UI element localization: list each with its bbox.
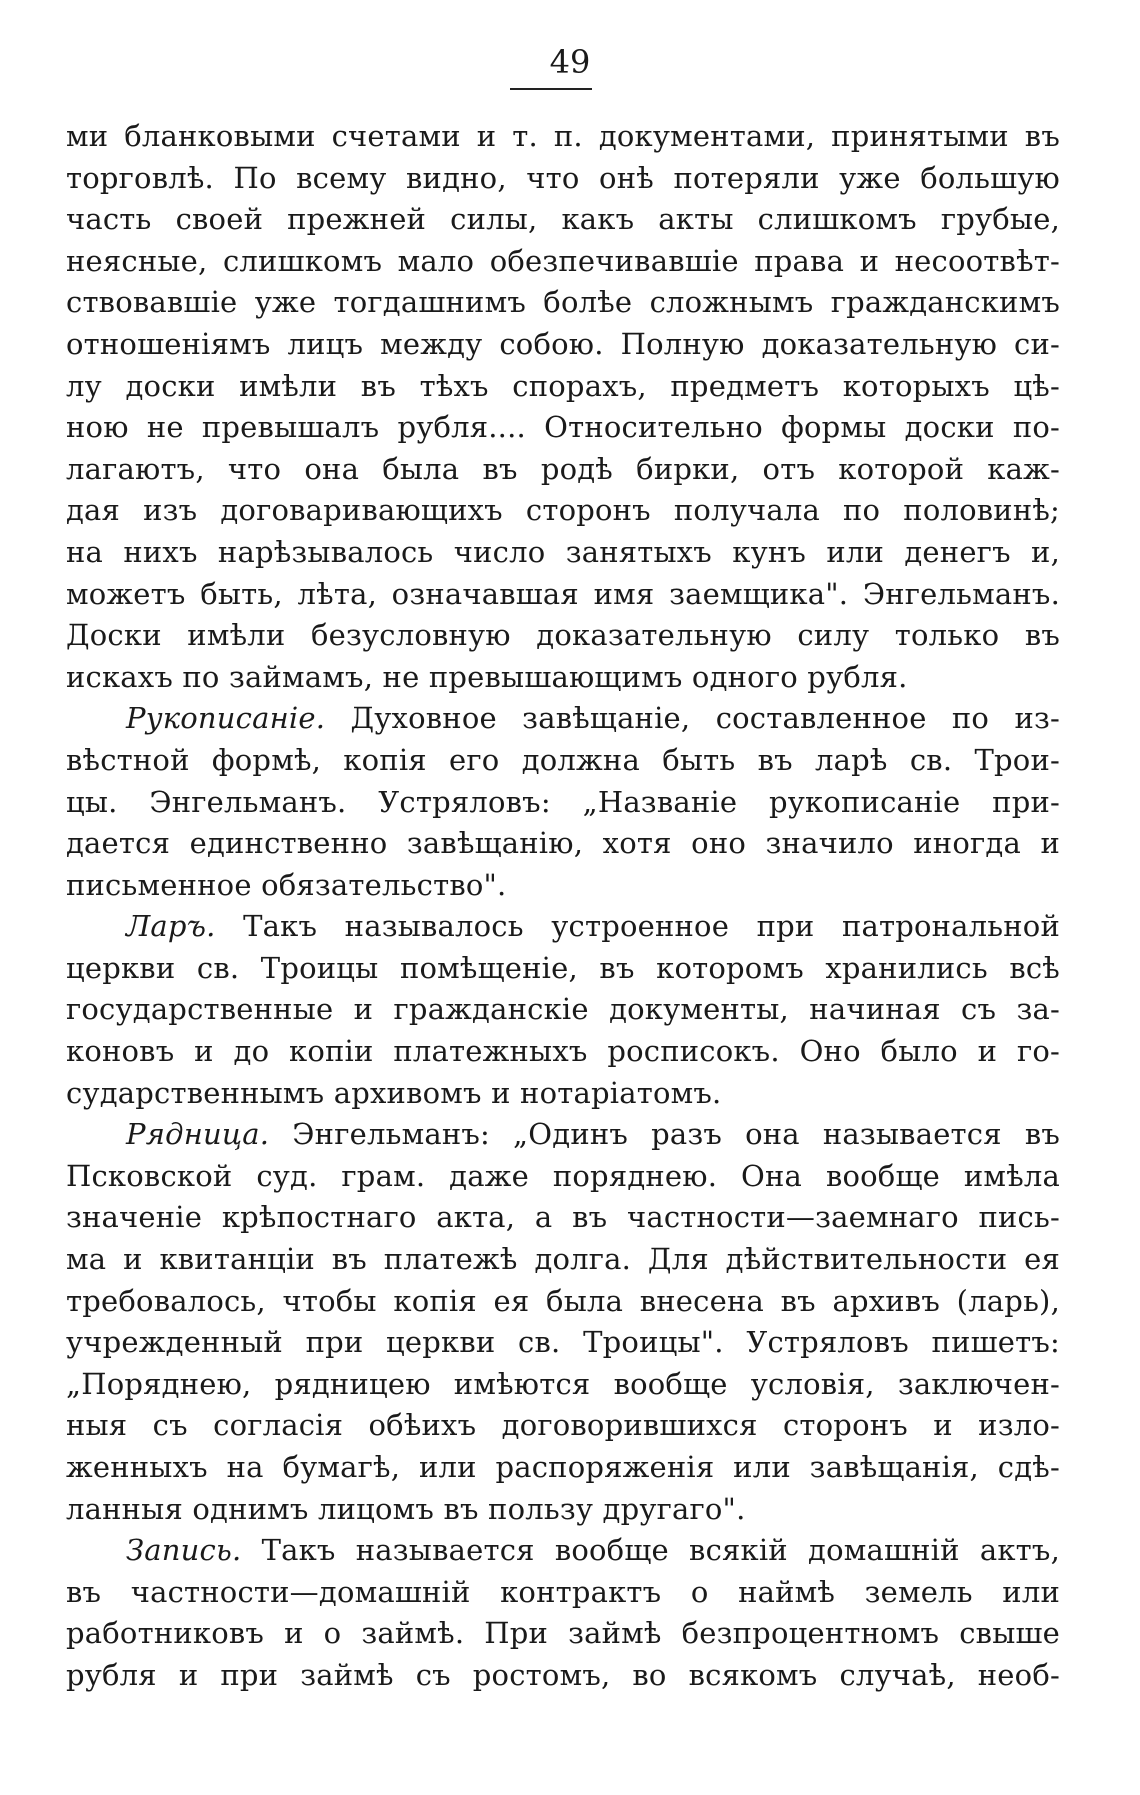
line-text: лагаютъ, что она была въ родѣ бирки, отъ которой каж- bbox=[66, 451, 1060, 486]
line-text: неясные, слишкомъ мало обезпечивавшіе права и несоотвѣт- bbox=[66, 243, 1060, 278]
line-text: ланныя однимъ лицомъ въ пользу другаго". bbox=[66, 1491, 746, 1526]
text-line bbox=[66, 1447, 1060, 1489]
line-text: искахъ по займамъ, не превышающимъ одного рубля. bbox=[66, 659, 908, 694]
text-line bbox=[66, 407, 1060, 449]
text-line bbox=[66, 116, 1060, 158]
page-number: 49 bbox=[549, 43, 591, 81]
text-line bbox=[66, 1197, 1060, 1239]
line-text: Такъ называлось устроенное при патрональной bbox=[215, 909, 1060, 944]
text-line bbox=[66, 1572, 1060, 1614]
line-text: торговлѣ. По всему видно, что онѣ потеряли уже большую bbox=[66, 160, 1060, 195]
line-text: дая изъ договаривающихъ сторонъ получала по половинѣ; bbox=[66, 493, 1060, 528]
line-text: государственные и гражданскіе документы, начиная съ за- bbox=[66, 992, 1060, 1027]
text-line bbox=[66, 199, 1060, 241]
line-text: Энгельманъ: „Одинъ разъ она называется въ bbox=[269, 1117, 1060, 1152]
line-text: цы. Энгельманъ. Устряловъ: „Названіе рукописаніе при- bbox=[66, 784, 1060, 819]
text-line bbox=[66, 1489, 1060, 1531]
text-line bbox=[66, 865, 1060, 907]
line-text: Духовное завѣщаніе, составленное по из- bbox=[325, 701, 1060, 736]
text-line bbox=[66, 366, 1060, 408]
paragraph-start-line bbox=[66, 906, 1060, 948]
text-line bbox=[66, 1322, 1060, 1364]
line-text: ныя съ согласія обѣихъ договорившихся сторонъ и изло- bbox=[66, 1408, 1060, 1443]
text-line bbox=[66, 948, 1060, 990]
line-text: ма и квитанціи въ платежѣ долга. Для дѣйствительности ея bbox=[66, 1242, 1060, 1277]
line-text: можетъ быть, лѣта, означавшая имя заемщика". Энгельманъ. bbox=[66, 576, 1060, 611]
text-line bbox=[66, 282, 1060, 324]
text-line bbox=[66, 1364, 1060, 1406]
line-text: учрежденный при церкви св. Троицы". Устряловъ пишетъ: bbox=[66, 1325, 1060, 1360]
text-line bbox=[66, 324, 1060, 366]
line-text: церкви св. Троицы помѣщеніе, въ которомъ хранились всѣ bbox=[66, 950, 1060, 985]
text-line bbox=[66, 740, 1060, 782]
line-text: ми бланковыми счетами и т. п. документами, принятыми въ bbox=[66, 119, 1060, 153]
text-line bbox=[66, 158, 1060, 200]
line-text: рубля и при займѣ съ ростомъ, во всякомъ случаѣ, необ- bbox=[66, 1657, 1060, 1692]
line-text: коновъ и до копіи платежныхъ росписокъ. Оно было и го- bbox=[66, 1034, 1060, 1069]
term-heading: Ларъ. bbox=[126, 909, 216, 944]
text-line bbox=[66, 1655, 1060, 1697]
text-line bbox=[66, 989, 1060, 1031]
line-text: требовалось, чтобы копія ея была внесена въ архивъ (ларь), bbox=[66, 1283, 1060, 1318]
paragraph-start-line bbox=[66, 1114, 1060, 1156]
line-text: ствовавшіе уже тогдашнимъ болѣе сложнымъ гражданскимъ bbox=[66, 285, 1060, 320]
line-text: Псковской суд. грам. даже порядн​ею. Она вообще имѣла bbox=[66, 1158, 1060, 1193]
line-text: лу доски имѣли въ тѣхъ спорахъ, предметъ которыхъ цѣ- bbox=[66, 368, 1060, 403]
text-line bbox=[66, 490, 1060, 532]
term-heading: Запись. bbox=[126, 1533, 242, 1568]
line-text: сударственнымъ архивомъ и нотаріатомъ. bbox=[66, 1075, 722, 1110]
text-line bbox=[66, 1281, 1060, 1323]
text-line bbox=[66, 532, 1060, 574]
text-line bbox=[66, 1613, 1060, 1655]
body-text bbox=[66, 116, 1060, 1697]
paragraph-start-line bbox=[66, 1530, 1060, 1572]
line-text: ною не превышалъ рубля.... Относительно формы доски по- bbox=[66, 410, 1060, 445]
term-heading: Рядница. bbox=[126, 1117, 270, 1152]
line-text: женныхъ на бумагѣ, или распоряженія или завѣщанія, сдѣ- bbox=[66, 1450, 1060, 1484]
line-text: письменное обязательство". bbox=[66, 867, 507, 902]
text-line bbox=[66, 782, 1060, 824]
page-number-rule bbox=[510, 88, 592, 90]
line-text: Такъ называется вообще всякій домашній актъ, bbox=[241, 1533, 1060, 1568]
text-line bbox=[66, 823, 1060, 865]
line-text: дается единственно завѣщанію, хотя оно значило иногда и bbox=[66, 826, 1060, 861]
line-text: Доски имѣли безусловную доказательную силу только въ bbox=[66, 618, 1060, 653]
paragraph-start-line bbox=[66, 698, 1060, 740]
line-text: работниковъ и о займѣ. При займѣ безпроцентномъ свыше bbox=[66, 1616, 1060, 1651]
term-heading: Рукописаніе. bbox=[126, 701, 326, 736]
text-line bbox=[66, 615, 1060, 657]
line-text: значеніе крѣпостнаго акта, а въ частности—заемнаго пись- bbox=[66, 1200, 1060, 1235]
line-text: часть своей прежней силы, какъ акты слишкомъ грубые, bbox=[66, 202, 1060, 237]
text-line bbox=[66, 574, 1060, 616]
line-text: въ частности—домашній контрактъ о наймѣ земель или bbox=[66, 1574, 1060, 1609]
text-line bbox=[66, 1156, 1060, 1198]
text-line bbox=[66, 1405, 1060, 1447]
line-text: отношеніямъ лицъ между собою. Полную доказательную си- bbox=[66, 326, 1060, 361]
line-text: „Порядн​ею, рядницею имѣются вообще условія, заключен- bbox=[66, 1366, 1060, 1401]
text-line bbox=[66, 1073, 1060, 1115]
text-line bbox=[66, 1031, 1060, 1073]
text-line bbox=[66, 241, 1060, 283]
text-line bbox=[66, 449, 1060, 491]
text-line bbox=[66, 657, 1060, 699]
line-text: на нихъ нарѣзывалось число занятыхъ кунъ или денегъ и, bbox=[66, 534, 1060, 569]
text-line bbox=[66, 1239, 1060, 1281]
line-text: вѣстной формѣ, копія его должна быть въ ларѣ св. Трои- bbox=[66, 742, 1060, 777]
